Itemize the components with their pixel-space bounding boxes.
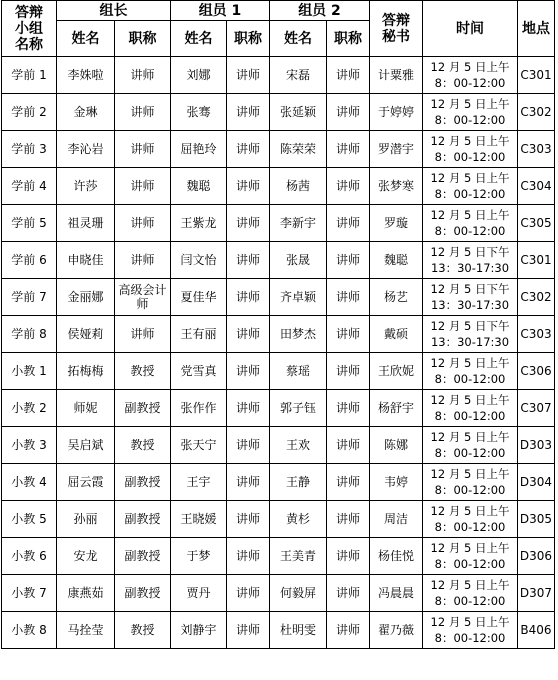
group-name-cell: 学前 3 <box>2 131 57 168</box>
member2-title-cell: 讲师 <box>327 501 370 538</box>
member2-name-cell: 宋磊 <box>270 57 327 94</box>
member1-title-cell: 讲师 <box>227 575 270 612</box>
member2-title-cell: 讲师 <box>327 353 370 390</box>
leader-title-cell: 讲师 <box>115 57 171 94</box>
group-name-cell: 学前 6 <box>2 242 57 279</box>
leader-title-cell: 副教授 <box>115 538 171 575</box>
member1-name-cell: 闫文怡 <box>171 242 227 279</box>
table-row <box>2 464 555 501</box>
leader-title-cell: 副教授 <box>115 464 171 501</box>
member1-name-cell: 党雪真 <box>171 353 227 390</box>
time-date: 12 月 5 日上午 <box>430 97 510 111</box>
location-cell: C302 <box>518 279 555 316</box>
member1-name-cell: 魏聪 <box>171 168 227 205</box>
secretary-cell: 杨艺 <box>370 279 423 316</box>
leader-title-cell: 副教授 <box>115 575 171 612</box>
time-range: 8：00-12:00 <box>434 76 506 90</box>
table-row <box>2 57 555 94</box>
time-cell <box>423 390 518 427</box>
secretary-cell: 魏聪 <box>370 242 423 279</box>
member1-title-cell: 讲师 <box>227 353 270 390</box>
member2-name-cell: 杨茜 <box>270 168 327 205</box>
defense-schedule-table <box>1 0 555 649</box>
member1-title-cell: 讲师 <box>227 131 270 168</box>
member2-title-cell: 讲师 <box>327 464 370 501</box>
leader-title-cell: 讲师 <box>115 242 171 279</box>
member2-name-cell: 王欢 <box>270 427 327 464</box>
member1-title-cell: 讲师 <box>227 501 270 538</box>
header-member2: 组员 2 <box>270 1 370 21</box>
time-range: 8：00-12:00 <box>434 113 506 127</box>
time-cell <box>423 501 518 538</box>
leader-name-cell: 侯娅莉 <box>57 316 115 353</box>
table-row <box>2 131 555 168</box>
time-range: 8：00-12:00 <box>434 150 506 164</box>
member2-title-cell: 讲师 <box>327 538 370 575</box>
table-row <box>2 538 555 575</box>
leader-name-cell: 吴启斌 <box>57 427 115 464</box>
time-range: 13：30-17:30 <box>430 335 510 349</box>
member1-name-cell: 夏佳华 <box>171 279 227 316</box>
time-cell <box>423 168 518 205</box>
table-row <box>2 205 555 242</box>
time-cell <box>423 575 518 612</box>
location-cell: C304 <box>518 168 555 205</box>
member1-name-cell: 刘静宇 <box>171 612 227 649</box>
secretary-cell: 罗璇 <box>370 205 423 242</box>
location-cell: C303 <box>518 316 555 353</box>
table-row <box>2 575 555 612</box>
leader-title-cell: 讲师 <box>115 316 171 353</box>
header-group-name: 答辩小组名称 <box>2 1 57 57</box>
leader-name-cell: 安龙 <box>57 538 115 575</box>
time-cell <box>423 131 518 168</box>
header-leader-name: 姓名 <box>57 21 115 57</box>
header-time: 时间 <box>423 1 518 57</box>
member1-name-cell: 屈艳玲 <box>171 131 227 168</box>
group-name-cell: 小教 4 <box>2 464 57 501</box>
member1-title-cell: 讲师 <box>227 279 270 316</box>
time-date: 12 月 5 日上午 <box>430 504 510 518</box>
secretary-cell: 王欣妮 <box>370 353 423 390</box>
member2-name-cell: 蔡瑶 <box>270 353 327 390</box>
location-cell: C307 <box>518 390 555 427</box>
time-date: 12 月 5 日下午 <box>430 319 510 333</box>
time-range: 8：00-12:00 <box>434 224 506 238</box>
member1-name-cell: 王宇 <box>171 464 227 501</box>
member2-name-cell: 陈荣荣 <box>270 131 327 168</box>
group-name-cell: 学前 4 <box>2 168 57 205</box>
time-range: 13：30-17:30 <box>430 298 510 312</box>
location-cell: D304 <box>518 464 555 501</box>
leader-name-cell: 祖灵珊 <box>57 205 115 242</box>
secretary-cell: 张梦寒 <box>370 168 423 205</box>
time-date: 12 月 5 日上午 <box>430 134 510 148</box>
member2-title-cell: 讲师 <box>327 612 370 649</box>
table-row <box>2 94 555 131</box>
member1-title-cell: 讲师 <box>227 612 270 649</box>
table-row <box>2 427 555 464</box>
location-cell: C305 <box>518 205 555 242</box>
member2-name-cell: 王静 <box>270 464 327 501</box>
leader-name-cell: 拓梅梅 <box>57 353 115 390</box>
secretary-cell: 翟乃薇 <box>370 612 423 649</box>
header-member1-title: 职称 <box>227 21 270 57</box>
secretary-cell: 陈娜 <box>370 427 423 464</box>
leader-name-cell: 师妮 <box>57 390 115 427</box>
header-member2-title: 职称 <box>327 21 370 57</box>
member2-title-cell: 讲师 <box>327 131 370 168</box>
group-name-cell: 小教 5 <box>2 501 57 538</box>
time-range: 8：00-12:00 <box>434 520 506 534</box>
time-date: 12 月 5 日上午 <box>430 430 510 444</box>
group-name-cell: 学前 5 <box>2 205 57 242</box>
header-member2-name: 姓名 <box>270 21 327 57</box>
leader-title-cell: 讲师 <box>115 205 171 242</box>
member1-title-cell: 讲师 <box>227 94 270 131</box>
time-cell <box>423 464 518 501</box>
member2-name-cell: 王美青 <box>270 538 327 575</box>
header-leader: 组长 <box>57 1 171 21</box>
location-cell: D305 <box>518 501 555 538</box>
group-name-cell: 学前 2 <box>2 94 57 131</box>
member1-name-cell: 刘娜 <box>171 57 227 94</box>
secretary-cell: 韦婷 <box>370 464 423 501</box>
time-date: 12 月 5 日上午 <box>430 541 510 555</box>
member1-title-cell: 讲师 <box>227 57 270 94</box>
location-cell: C306 <box>518 353 555 390</box>
member1-title-cell: 讲师 <box>227 427 270 464</box>
member2-name-cell: 齐卓颖 <box>270 279 327 316</box>
location-cell: D306 <box>518 538 555 575</box>
member1-title-cell: 讲师 <box>227 390 270 427</box>
time-cell <box>423 279 518 316</box>
time-date: 12 月 5 日上午 <box>430 578 510 592</box>
group-name-cell: 学前 8 <box>2 316 57 353</box>
time-date: 12 月 5 日上午 <box>430 615 510 629</box>
member2-title-cell: 讲师 <box>327 316 370 353</box>
leader-title-cell: 副教授 <box>115 390 171 427</box>
table-row <box>2 316 555 353</box>
member2-name-cell: 张延颖 <box>270 94 327 131</box>
header-row-top <box>2 1 555 21</box>
member1-name-cell: 王紫龙 <box>171 205 227 242</box>
member2-name-cell: 田梦杰 <box>270 316 327 353</box>
leader-name-cell: 康燕茹 <box>57 575 115 612</box>
time-range: 8：00-12:00 <box>434 372 506 386</box>
member2-title-cell: 讲师 <box>327 94 370 131</box>
time-range: 8：00-12:00 <box>434 409 506 423</box>
leader-title-cell: 教授 <box>115 612 171 649</box>
secretary-cell: 于婷婷 <box>370 94 423 131</box>
leader-title-cell: 教授 <box>115 427 171 464</box>
secretary-cell: 戴硕 <box>370 316 423 353</box>
member2-title-cell: 讲师 <box>327 57 370 94</box>
member1-title-cell: 讲师 <box>227 538 270 575</box>
time-cell <box>423 427 518 464</box>
member1-title-cell: 讲师 <box>227 464 270 501</box>
time-range: 8：00-12:00 <box>434 557 506 571</box>
location-cell: B406 <box>518 612 555 649</box>
member2-title-cell: 讲师 <box>327 168 370 205</box>
schedule-rows <box>2 57 555 649</box>
time-cell <box>423 353 518 390</box>
secretary-cell: 杨佳悦 <box>370 538 423 575</box>
time-date: 12 月 5 日上午 <box>430 467 510 481</box>
secretary-cell: 冯晨晨 <box>370 575 423 612</box>
leader-title-cell: 讲师 <box>115 168 171 205</box>
time-cell <box>423 612 518 649</box>
member2-name-cell: 杜明雯 <box>270 612 327 649</box>
time-date: 12 月 5 日上午 <box>430 60 510 74</box>
group-name-cell: 小教 6 <box>2 538 57 575</box>
member2-name-cell: 李新宇 <box>270 205 327 242</box>
table-row <box>2 279 555 316</box>
member1-name-cell: 王有丽 <box>171 316 227 353</box>
table-row <box>2 242 555 279</box>
time-date: 12 月 5 日上午 <box>430 393 510 407</box>
member1-title-cell: 讲师 <box>227 205 270 242</box>
leader-name-cell: 马拴莹 <box>57 612 115 649</box>
time-date: 12 月 5 日下午 <box>430 245 510 259</box>
member2-title-cell: 讲师 <box>327 279 370 316</box>
member2-name-cell: 黄杉 <box>270 501 327 538</box>
header-member1: 组员 1 <box>171 1 270 21</box>
table-row <box>2 612 555 649</box>
member2-title-cell: 讲师 <box>327 427 370 464</box>
time-cell <box>423 205 518 242</box>
group-name-cell: 小教 2 <box>2 390 57 427</box>
leader-title-cell: 副教授 <box>115 501 171 538</box>
location-cell: C302 <box>518 94 555 131</box>
time-date: 12 月 5 日下午 <box>430 282 510 296</box>
time-date: 12 月 5 日上午 <box>430 208 510 222</box>
time-range: 8：00-12:00 <box>434 631 506 645</box>
location-cell: C303 <box>518 131 555 168</box>
leader-name-cell: 孙丽 <box>57 501 115 538</box>
member2-title-cell: 讲师 <box>327 205 370 242</box>
leader-name-cell: 李姝啦 <box>57 57 115 94</box>
header-member1-name: 姓名 <box>171 21 227 57</box>
location-cell: C301 <box>518 242 555 279</box>
time-date: 12 月 5 日上午 <box>430 356 510 370</box>
time-date: 12 月 5 日上午 <box>430 171 510 185</box>
leader-title-cell: 教授 <box>115 353 171 390</box>
table-row <box>2 353 555 390</box>
leader-name-cell: 许莎 <box>57 168 115 205</box>
member1-name-cell: 张天宁 <box>171 427 227 464</box>
table-row <box>2 501 555 538</box>
group-name-cell: 小教 7 <box>2 575 57 612</box>
member1-name-cell: 贾丹 <box>171 575 227 612</box>
time-range: 8：00-12:00 <box>434 594 506 608</box>
leader-title-cell: 讲师 <box>115 131 171 168</box>
member1-name-cell: 张骞 <box>171 94 227 131</box>
secretary-cell: 周洁 <box>370 501 423 538</box>
defense-schedule-sheet <box>1 0 554 649</box>
time-cell <box>423 94 518 131</box>
time-range: 8：00-12:00 <box>434 187 506 201</box>
member1-title-cell: 讲师 <box>227 242 270 279</box>
group-name-cell: 小教 8 <box>2 612 57 649</box>
location-cell: C301 <box>518 57 555 94</box>
leader-name-cell: 金琳 <box>57 94 115 131</box>
member1-name-cell: 王晓媛 <box>171 501 227 538</box>
leader-title-cell: 讲师 <box>115 94 171 131</box>
member1-name-cell: 张作作 <box>171 390 227 427</box>
time-cell <box>423 538 518 575</box>
time-cell <box>423 242 518 279</box>
header-leader-title: 职称 <box>115 21 171 57</box>
member2-title-cell: 讲师 <box>327 390 370 427</box>
leader-title-cell: 高级会计师 <box>115 279 171 316</box>
leader-name-cell: 申晓佳 <box>57 242 115 279</box>
table-row <box>2 168 555 205</box>
time-range: 8：00-12:00 <box>434 446 506 460</box>
group-name-cell: 小教 1 <box>2 353 57 390</box>
member2-name-cell: 张晟 <box>270 242 327 279</box>
leader-name-cell: 金丽娜 <box>57 279 115 316</box>
member2-title-cell: 讲师 <box>327 575 370 612</box>
member1-title-cell: 讲师 <box>227 316 270 353</box>
member1-title-cell: 讲师 <box>227 168 270 205</box>
table-row <box>2 390 555 427</box>
member1-name-cell: 于梦 <box>171 538 227 575</box>
secretary-cell: 罗潜宇 <box>370 131 423 168</box>
time-cell <box>423 57 518 94</box>
time-range: 8：00-12:00 <box>434 483 506 497</box>
header-location: 地点 <box>518 1 555 57</box>
group-name-cell: 学前 7 <box>2 279 57 316</box>
secretary-cell: 杨舒宇 <box>370 390 423 427</box>
member2-title-cell: 讲师 <box>327 242 370 279</box>
member2-name-cell: 何毅屏 <box>270 575 327 612</box>
location-cell: D303 <box>518 427 555 464</box>
location-cell: D307 <box>518 575 555 612</box>
header-secretary: 答辩秘书 <box>370 1 423 57</box>
leader-name-cell: 屈云霞 <box>57 464 115 501</box>
secretary-cell: 计粟雅 <box>370 57 423 94</box>
group-name-cell: 小教 3 <box>2 427 57 464</box>
leader-name-cell: 李沁岩 <box>57 131 115 168</box>
time-cell <box>423 316 518 353</box>
time-range: 13：30-17:30 <box>430 261 510 275</box>
member2-name-cell: 郭子钰 <box>270 390 327 427</box>
group-name-cell: 学前 1 <box>2 57 57 94</box>
